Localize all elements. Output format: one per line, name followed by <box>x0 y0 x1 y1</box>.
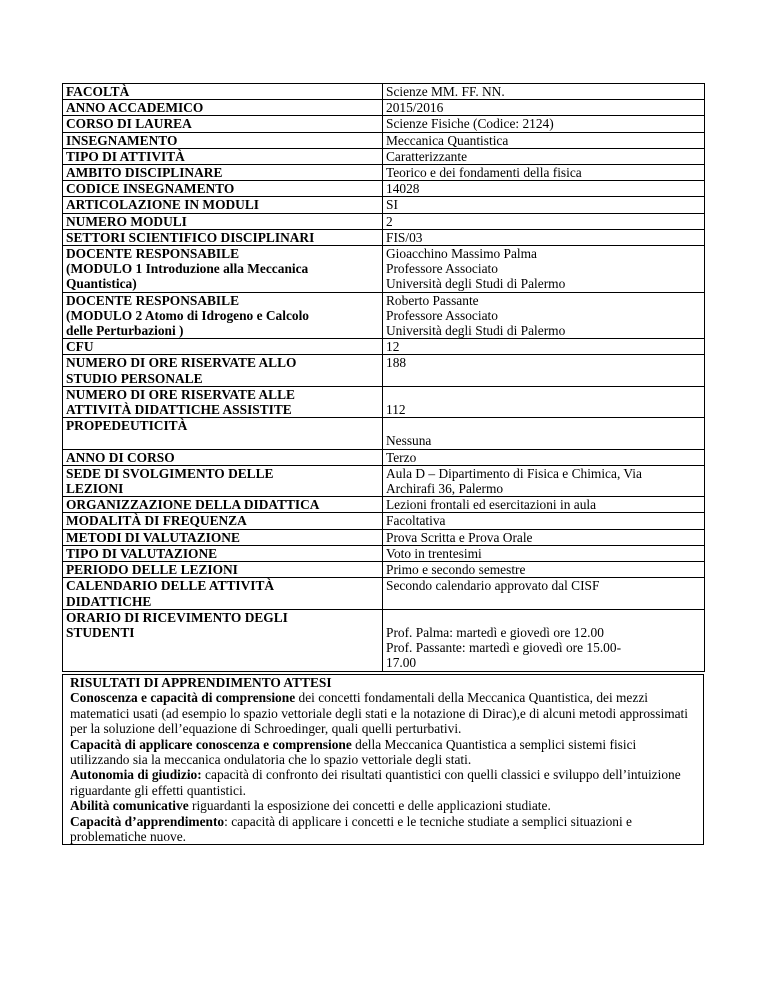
info-key-line: ORARIO DI RICEVIMENTO DEGLI <box>66 609 288 625</box>
info-value <box>383 165 705 181</box>
info-key-line: PERIODO DELLE LEZIONI <box>66 562 238 578</box>
info-key-line: delle Perturbazioni ) <box>66 323 184 339</box>
info-key <box>63 100 383 116</box>
info-key <box>63 197 383 213</box>
info-row <box>63 513 705 529</box>
info-key-line: TIPO DI VALUTAZIONE <box>66 545 218 561</box>
info-value <box>383 497 705 513</box>
info-value-line: 2 <box>386 213 393 229</box>
info-key-line: METODI DI VALUTAZIONE <box>66 529 240 545</box>
info-row <box>63 84 705 100</box>
info-row <box>63 292 705 339</box>
info-key <box>63 148 383 164</box>
info-key <box>63 132 383 148</box>
outcome-item <box>70 767 695 798</box>
info-value-line: 14028 <box>386 181 420 197</box>
info-value <box>383 609 705 671</box>
info-key-line: (MODULO 2 Atomo di Idrogeno e Calcolo <box>66 307 310 323</box>
info-value-line: Nessuna <box>386 433 432 449</box>
info-value-line: Voto in trentesimi <box>386 545 482 561</box>
info-row <box>63 132 705 148</box>
info-key <box>63 292 383 339</box>
info-value <box>383 292 705 339</box>
info-row <box>63 246 705 293</box>
outcome-lead: Capacità di applicare conoscenza e comprensione <box>70 736 352 752</box>
info-key-line: NUMERO MODULI <box>66 213 187 229</box>
info-value-line <box>386 418 701 433</box>
info-key <box>63 339 383 355</box>
outcome-text: riguardanti la esposizione dei concetti e delle applicazioni studiate. <box>188 798 551 814</box>
info-value <box>383 229 705 245</box>
outcome-item <box>70 814 695 845</box>
info-value-line: Facoltativa <box>386 513 446 529</box>
info-value-line: Professore Associato <box>386 261 498 277</box>
info-value <box>383 529 705 545</box>
info-row <box>63 529 705 545</box>
info-key <box>63 513 383 529</box>
info-row <box>63 148 705 164</box>
info-key <box>63 545 383 561</box>
expected-learning-outcomes <box>62 674 704 845</box>
info-row <box>63 578 705 609</box>
info-value-line: Università degli Studi di Palermo <box>386 323 566 339</box>
info-value <box>383 513 705 529</box>
info-value-line: Caratterizzante <box>386 148 468 164</box>
info-key-line: SEDE DI SVOLGIMENTO DELLE <box>66 465 274 481</box>
outcome-lead: Autonomia di giudizio: <box>70 767 202 783</box>
info-value <box>383 116 705 132</box>
info-key-line: ANNO DI CORSO <box>66 449 175 465</box>
outcome-text: della Meccanica Quantistica a semplici sistemi fisici utilizzando sia la meccanica ondulatoria che lo spazio vettoriale degli stati. <box>70 736 637 768</box>
info-value-line: Università degli Studi di Palermo <box>386 276 566 292</box>
info-key-line: TIPO DI ATTIVITÀ <box>66 148 185 164</box>
info-key-line: STUDENTI <box>66 624 135 640</box>
info-key <box>63 562 383 578</box>
outcome-item <box>70 690 695 736</box>
info-key-line: FACOLTÀ <box>66 84 130 99</box>
info-value-line: 17.00 <box>386 655 417 671</box>
info-row <box>63 449 705 465</box>
info-value <box>383 418 705 449</box>
info-value <box>383 148 705 164</box>
info-row <box>63 465 705 496</box>
info-value <box>383 578 705 609</box>
info-value-line: Teorico e dei fondamenti della fisica <box>386 165 582 181</box>
info-value-line: Terzo <box>386 449 417 465</box>
info-key <box>63 465 383 496</box>
info-key <box>63 418 383 449</box>
info-value-line: 112 <box>386 402 406 418</box>
info-key-line: CORSO DI LAUREA <box>66 116 192 132</box>
info-key-line: LEZIONI <box>66 481 124 497</box>
info-key-line: DOCENTE RESPONSABILE <box>66 292 240 308</box>
info-value <box>383 339 705 355</box>
info-value <box>383 84 705 100</box>
outcome-item <box>70 737 695 768</box>
info-key-line: Quantistica) <box>66 276 137 292</box>
outcomes-list <box>70 690 695 844</box>
info-row <box>63 197 705 213</box>
info-key <box>63 229 383 245</box>
info-key-line: SETTORI SCIENTIFICO DISCIPLINARI <box>66 229 315 245</box>
info-value-line: Professore Associato <box>386 307 498 323</box>
info-value <box>383 449 705 465</box>
info-value-line: Gioacchino Massimo Palma <box>386 246 537 262</box>
info-key <box>63 449 383 465</box>
info-value <box>383 545 705 561</box>
info-row <box>63 213 705 229</box>
info-key <box>63 84 383 100</box>
info-value <box>383 181 705 197</box>
info-value-line: Secondo calendario approvato dal CISF <box>386 578 600 594</box>
info-key-line: ATTIVITÀ DIDATTICHE ASSISTITE <box>66 402 292 418</box>
info-row <box>63 165 705 181</box>
info-key-line: PROPEDEUTICITÀ <box>66 418 188 434</box>
info-row <box>63 229 705 245</box>
info-key <box>63 578 383 609</box>
info-value-line: Aula D – Dipartimento di Fisica e Chimica, Via <box>386 465 642 481</box>
info-value <box>383 386 705 417</box>
info-key-line: MODALITÀ DI FREQUENZA <box>66 513 247 529</box>
outcome-lead: Abilità comunicative <box>70 798 189 814</box>
info-row <box>63 562 705 578</box>
info-key-line: NUMERO DI ORE RISERVATE ALLO <box>66 355 297 371</box>
info-key <box>63 165 383 181</box>
info-row <box>63 609 705 671</box>
info-value-line: Lezioni frontali ed esercitazioni in aula <box>386 497 597 513</box>
info-key-line: ARTICOLAZIONE IN MODULI <box>66 197 259 213</box>
info-key-line: ANNO ACCADEMICO <box>66 100 204 116</box>
info-value <box>383 100 705 116</box>
outcome-text: : capacità di applicare i concetti e le tecniche studiate a semplici situazioni e problematiche nuove. <box>70 813 632 845</box>
outcome-text: dei concetti fondamentali della Meccanica Quantistica, dei mezzi matematici usati (ad esempio lo spazio vettoriale degli stati e la notazione di Dirac),e di alcuni metodi approssimati per la soluzione dell’equazione di Schroedinger, quali quelli perturbativi. <box>70 690 689 737</box>
info-value-line: Prof. Palma: martedì e giovedì ore 12.00 <box>386 624 604 640</box>
info-key <box>63 529 383 545</box>
info-value-line: Prof. Passante: martedì e giovedì ore 15.00- <box>386 640 622 656</box>
outcome-lead: Capacità d’apprendimento <box>70 813 225 829</box>
info-key-line: STUDIO PERSONALE <box>66 370 203 386</box>
outcome-lead: Conoscenza e capacità di comprensione <box>70 690 296 706</box>
info-value-line: 188 <box>386 355 407 371</box>
info-key <box>63 386 383 417</box>
info-key-line: CALENDARIO DELLE ATTIVITÀ <box>66 578 275 594</box>
info-key <box>63 497 383 513</box>
info-value-line: Archirafi 36, Palermo <box>386 481 504 497</box>
info-value-line: Prova Scritta e Prova Orale <box>386 529 533 545</box>
info-key-line: DIDATTICHE <box>66 593 152 609</box>
info-row <box>63 545 705 561</box>
info-key-line: (MODULO 1 Introduzione alla Meccanica <box>66 261 309 277</box>
info-value-line: FIS/03 <box>386 229 423 245</box>
info-key-line: CFU <box>66 339 94 355</box>
info-value <box>383 355 705 386</box>
info-row <box>63 181 705 197</box>
info-value <box>383 132 705 148</box>
info-value <box>383 197 705 213</box>
course-info-body <box>63 84 705 672</box>
info-key <box>63 609 383 671</box>
info-row <box>63 116 705 132</box>
info-value <box>383 465 705 496</box>
info-value-line <box>386 610 701 625</box>
info-key <box>63 181 383 197</box>
course-info-table <box>62 83 705 672</box>
info-value-line: Scienze Fisiche (Codice: 2124) <box>386 116 554 132</box>
info-key-line: CODICE INSEGNAMENTO <box>66 181 235 197</box>
info-key <box>63 246 383 293</box>
info-value-line: Meccanica Quantistica <box>386 132 509 148</box>
info-row <box>63 386 705 417</box>
info-value-line: Roberto Passante <box>386 292 479 308</box>
info-row <box>63 100 705 116</box>
outcome-text: capacità di confronto dei risultati quantistici con quelli classici e sviluppo dell’intuizione riguardante gli effetti quantistici. <box>70 767 681 798</box>
info-value <box>383 213 705 229</box>
info-value-line <box>386 387 701 402</box>
info-key-line: AMBITO DISCIPLINARE <box>66 165 223 181</box>
info-value-line: Scienze MM. FF. NN. <box>386 84 505 99</box>
info-value <box>383 246 705 293</box>
info-key-line: NUMERO DI ORE RISERVATE ALLE <box>66 386 295 402</box>
info-value-line: Primo e secondo semestre <box>386 562 526 578</box>
info-value-line: 12 <box>386 339 400 355</box>
info-key-line: INSEGNAMENTO <box>66 132 178 148</box>
outcomes-title: RISULTATI DI APPRENDIMENTO ATTESI <box>70 675 332 690</box>
outcome-item <box>70 798 695 813</box>
info-key <box>63 213 383 229</box>
info-value <box>383 562 705 578</box>
info-row <box>63 497 705 513</box>
info-key <box>63 355 383 386</box>
info-value-line: 2015/2016 <box>386 100 444 116</box>
info-value-line: SI <box>386 197 398 213</box>
info-row <box>63 418 705 449</box>
info-key <box>63 116 383 132</box>
info-key-line: ORGANIZZAZIONE DELLA DIDATTICA <box>66 497 320 513</box>
info-key-line: DOCENTE RESPONSABILE <box>66 246 240 262</box>
info-row <box>63 355 705 386</box>
info-row <box>63 339 705 355</box>
